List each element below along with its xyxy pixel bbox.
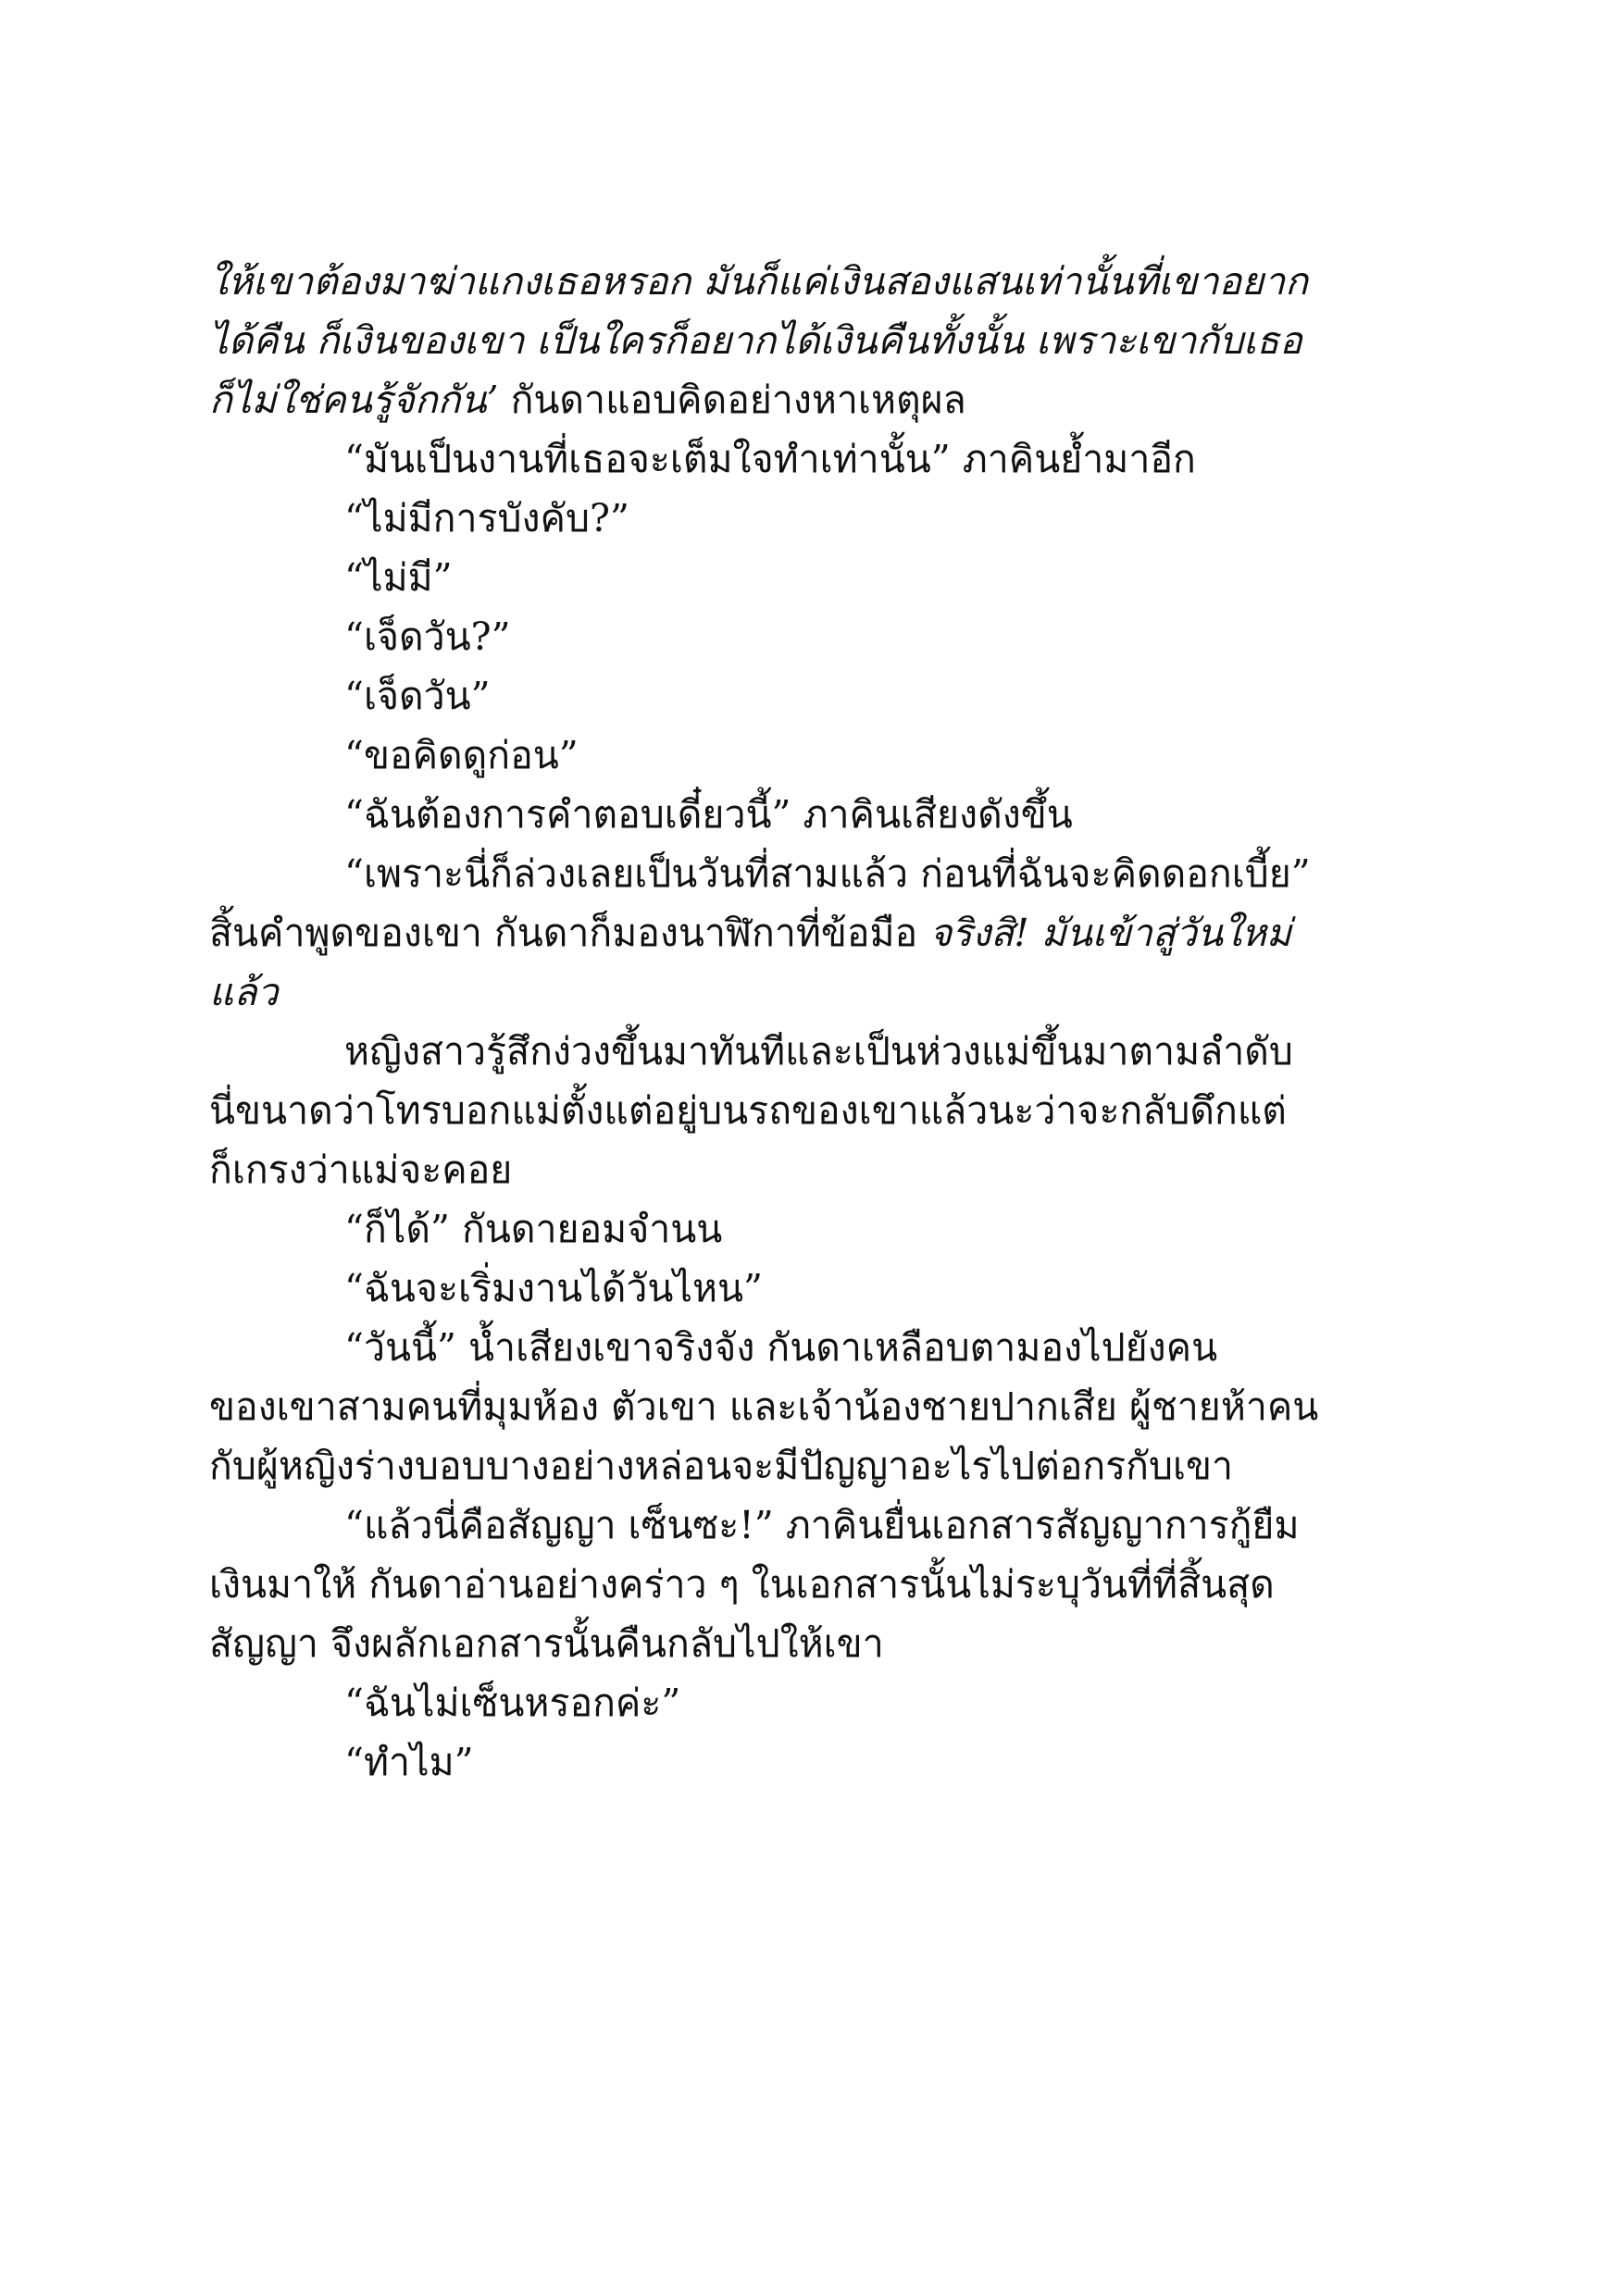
text-run: “มันเป็นงานที่เธอจะเต็มใจทำเท่านั้น” ภาคินย้ำมาอีก (344, 437, 1196, 481)
text-run: สิ้นคำพูดของเขา กันดาก็มองนาฬิกาที่ข้อมือ (209, 911, 930, 955)
paragraph (209, 1732, 1413, 1792)
text-line (209, 252, 1413, 311)
paragraph (209, 844, 1413, 903)
text-line (209, 311, 1413, 370)
paragraph (209, 1555, 1413, 1673)
body-text (209, 252, 1413, 1792)
text-line (209, 1199, 1413, 1259)
paragraph (209, 252, 1413, 429)
text-line (209, 726, 1413, 785)
text-run: ก็เกรงว่าแม่จะคอย (209, 1148, 513, 1192)
paragraph (209, 1259, 1413, 1318)
paragraph (209, 666, 1413, 726)
italic-text-run: จริงสิ! มันเข้าสู่วันใหม่ (929, 911, 1292, 955)
text-run: “แล้วนี่คือสัญญา เซ็นซะ!” ภาคินยื่นเอกสารสัญญาการกู้ยืม (344, 1503, 1300, 1547)
text-line (209, 844, 1413, 903)
text-run: ของเขาสามคนที่มุมห้อง ตัวเขา และเจ้าน้องชายปากเสีย ผู้ชายห้าคน (209, 1384, 1319, 1429)
paragraph (209, 1081, 1413, 1199)
paragraph (209, 1673, 1413, 1732)
text-run: “ทำไม” (344, 1740, 474, 1784)
paragraph (209, 489, 1413, 548)
paragraph (209, 607, 1413, 666)
text-line (209, 1259, 1413, 1318)
text-line (209, 429, 1413, 489)
text-line (209, 1732, 1413, 1792)
text-run: “เจ็ดวัน” (344, 674, 491, 718)
text-line (209, 370, 1413, 429)
text-run: “ไม่มีการบังคับ?” (344, 496, 629, 540)
paragraph (209, 1199, 1413, 1259)
text-run: “ฉันไม่เซ็นหรอกค่ะ” (344, 1681, 681, 1725)
text-line (209, 1555, 1413, 1614)
text-run: “ฉันจะเริ่มงานได้วันไหน” (344, 1266, 764, 1310)
paragraph (209, 726, 1413, 785)
text-run: “ฉันต้องการคำตอบเดี๋ยวนี้” ภาคินเสียงดังขึ้น (344, 792, 1073, 837)
text-line (209, 1022, 1413, 1081)
italic-text-run: ได้คืน ก็เงินของเขา เป็นใครก็อยากได้เงินคืนทั้งนั้น เพราะเขากับเธอ (209, 318, 1302, 363)
text-line (209, 785, 1413, 844)
italic-text-run: ให้เขาต้องมาฆ่าแกงเธอหรอก มันก็แค่เงินสองแสนเท่านั้นที่เขาอยาก (209, 259, 1308, 304)
text-line (209, 1614, 1413, 1673)
text-line (209, 1377, 1413, 1436)
italic-text-run: ก็ไม่ใช่คนรู้จักกัน’ (209, 378, 499, 422)
paragraph (209, 1496, 1413, 1555)
text-run: “ไม่มี” (344, 555, 453, 600)
text-line (209, 489, 1413, 548)
text-run: หญิงสาวรู้สึกง่วงขึ้นมาทันทีและเป็นห่วงแม่ขึ้นมาตามลำดับ (344, 1029, 1293, 1074)
text-run: “ก็ได้” กันดายอมจำนน (344, 1207, 723, 1251)
text-line (209, 1673, 1413, 1732)
text-line (209, 1496, 1413, 1555)
text-run: “วันนี้” น้ำเสียงเขาจริงจัง กันดาเหลือบตามองไปยังคน (344, 1325, 1218, 1370)
paragraph (209, 785, 1413, 844)
text-line (209, 1081, 1413, 1140)
text-line (209, 962, 1413, 1022)
paragraph (209, 1377, 1413, 1496)
text-run: กันดาแอบคิดอย่างหาเหตุผล (498, 378, 966, 422)
text-run: “เพราะนี่ก็ล่วงเลยเป็นวันที่สามแล้ว ก่อนที่ฉันจะคิดดอกเบี้ย” (344, 851, 1311, 896)
text-line (209, 1436, 1413, 1496)
text-line (209, 1140, 1413, 1199)
paragraph (209, 1318, 1413, 1377)
text-run: สัญญา จึงผลักเอกสารนั้นคืนกลับไปให้เขา (209, 1621, 884, 1666)
text-run: นี่ขนาดว่าโทรบอกแม่ตั้งแต่อยู่บนรถของเขาแล้วนะว่าจะกลับดึกแต่ (209, 1088, 1287, 1133)
text-line (209, 903, 1413, 962)
text-run: “เจ็ดวัน?” (344, 614, 511, 659)
text-line (209, 1318, 1413, 1377)
text-line (209, 607, 1413, 666)
text-run: เงินมาให้ กันดาอ่านอย่างคร่าว ๆ ในเอกสารนั้นไม่ระบุวันที่ที่สิ้นสุด (209, 1562, 1275, 1607)
text-run: กับผู้หญิงร่างบอบบางอย่างหล่อนจะมีปัญญาอะไรไปต่อกรกับเขา (209, 1444, 1234, 1488)
italic-text-run: แล้ว (209, 970, 279, 1014)
paragraph (209, 429, 1413, 489)
text-line (209, 666, 1413, 726)
text-line (209, 548, 1413, 607)
paragraph (209, 1022, 1413, 1081)
paragraph (209, 548, 1413, 607)
text-run: “ขอคิดดูก่อน” (344, 733, 579, 777)
paragraph (209, 903, 1413, 1022)
